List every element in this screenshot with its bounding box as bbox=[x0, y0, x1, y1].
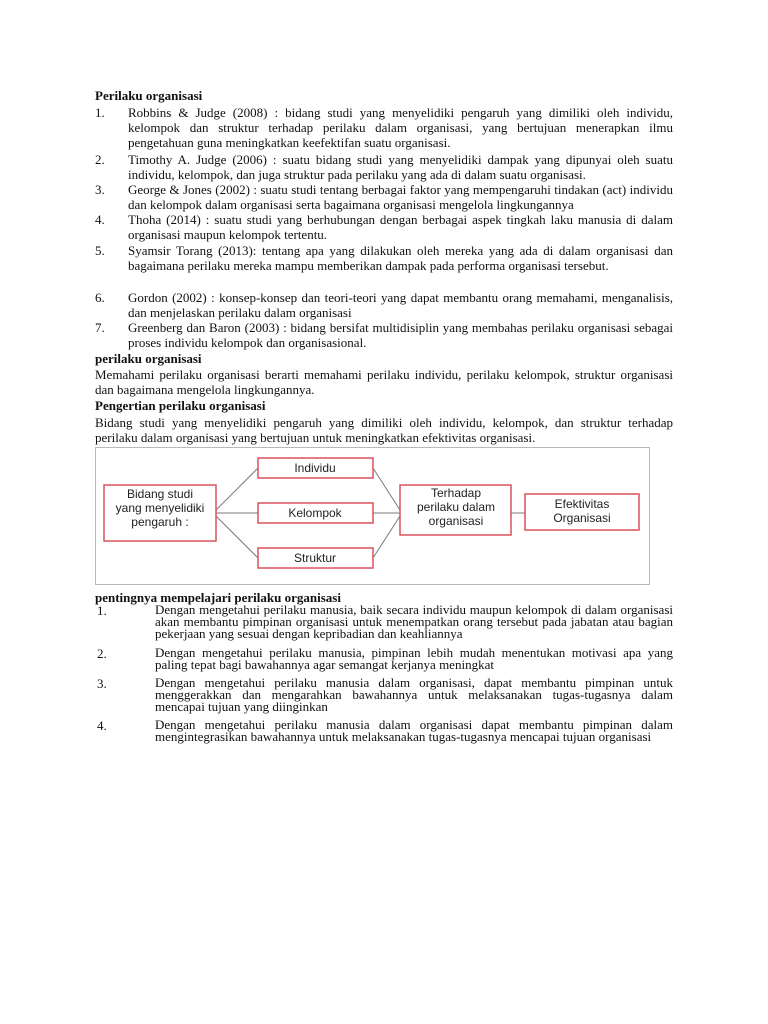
connector-line bbox=[373, 516, 400, 558]
definition-item: Gordon (2002) : konsep-konsep dan teori-teori yang dapat membantu orang memahami, menganalisis, dan menjelaskan perilaku dalam organisasi bbox=[128, 290, 673, 320]
target-box-line: organisasi bbox=[428, 514, 484, 528]
target-box-line: Terhadap bbox=[430, 486, 482, 500]
list-number: 4. bbox=[97, 718, 107, 733]
result-box-line: Organisasi bbox=[553, 511, 611, 525]
definition-item: Syamsir Torang (2013): tentang apa yang dilakukan oleh mereka yang ada di dalam organisasi dan bagaimana perilaku mereka mampu memberikan dampak pada performa organisasi tersebut. bbox=[128, 243, 673, 273]
section-heading-pengertian: Pengertian perilaku organisasi bbox=[95, 398, 266, 413]
list-number: 6. bbox=[95, 290, 105, 305]
section-heading-perilaku-organisasi-lower: perilaku organisasi bbox=[95, 351, 202, 366]
list-number: 3. bbox=[97, 676, 107, 691]
paragraph: Bidang studi yang menyelidiki pengaruh yang dimiliki oleh individu, kelompok, dan struktur terhadap perilaku dalam organisasi yang bertujuan untuk meningkatkan efektivitas organisasi. bbox=[95, 415, 673, 445]
connector-line bbox=[216, 516, 258, 558]
flow-diagram-svg bbox=[96, 448, 649, 584]
kelompok-label: Kelompok bbox=[288, 506, 342, 520]
individu-label: Individu bbox=[294, 461, 336, 475]
source-box-line: yang menyelidiki bbox=[115, 501, 205, 515]
source-box-line: Bidang studi bbox=[126, 487, 194, 501]
list-number: 1. bbox=[95, 105, 105, 120]
definition-item: Greenberg dan Baron (2003) : bidang bersifat multidisiplin yang membahas perilaku organisasi sebagai proses individu kelompok dan organisasional. bbox=[128, 320, 673, 350]
definition-item: Robbins & Judge (2008) : bidang studi yang menyelidiki pengaruh yang dimiliki oleh individu, kelompok dan struktur terhadap perilaku dalam organisasi, yang bertujuan menerapkan ilmu pengetahuan guna meningkatkan keefektifan suatu organisasi. bbox=[128, 105, 673, 150]
list-number: 5. bbox=[95, 243, 105, 258]
importance-item: Dengan mengetahui perilaku manusia dalam organisasi, dapat membantu pimpinan untuk menggerakkan dan mengarahkan bawahannya untuk melaksanakan tugas-tugasnya dalam mencapai tujuan yang diinginkan bbox=[155, 675, 673, 714]
importance-item: Dengan mengetahui perilaku manusia dalam organisasi dapat membantu pimpinan dalam mengintegrasikan bawahannya untuk melaksanakan tugas-tugasnya mencapai tujuan organisasi bbox=[155, 717, 673, 744]
list-number: 2. bbox=[97, 646, 107, 661]
source-box-line: pengaruh : bbox=[131, 515, 189, 529]
definition-item: Thoha (2014) : suatu studi yang berhubungan dengan berbagai aspek tingkah laku manusia di dalam organisasi maupun kelompok tertentu. bbox=[128, 212, 673, 242]
list-number: 3. bbox=[95, 182, 105, 197]
definition-item: George & Jones (2002) : suatu studi tentang berbagai faktor yang mempengaruhi tindakan (act) individu dan kelompok dalam organisasi serta bagaimana organisasi mengelola lingkungannya bbox=[128, 182, 673, 212]
list-number: 4. bbox=[95, 212, 105, 227]
paragraph: Memahami perilaku organisasi berarti memahami perilaku individu, perilaku kelompok, struktur organisasi dan bagaimana mengelola lingkungannya. bbox=[95, 367, 673, 397]
list-number: 2. bbox=[95, 152, 105, 167]
list-number: 7. bbox=[95, 320, 105, 335]
flow-diagram bbox=[95, 447, 650, 585]
struktur-label: Struktur bbox=[293, 551, 337, 565]
definition-item: Timothy A. Judge (2006) : suatu bidang studi yang menyelidiki dampak yang dipunyai oleh suatu individu, kelompok, dan juga struktur pada perilaku yang ada di dalam suatu organisasi. bbox=[128, 152, 673, 182]
connector-line bbox=[373, 468, 400, 510]
list-number: 1. bbox=[97, 603, 107, 618]
importance-item: Dengan mengetahui perilaku manusia, pimpinan lebih mudah menentukan motivasi apa yang paling tepat bagi bawahannya agar semangat kerjanya meningkat bbox=[155, 645, 673, 672]
connector-line bbox=[216, 468, 258, 510]
result-box-line: Efektivitas bbox=[554, 497, 610, 511]
importance-item: Dengan mengetahui perilaku manusia, baik secara individu maupun kelompok di dalam organisasi akan membantu pimpinan organisasi untuk menempatkan orang tersebut pada jabatan atau bagian pekerjaan yang sesuai dengan kepribadian dan keahliannya bbox=[155, 602, 673, 641]
section-heading-pentingnya: pentingnya mempelajari perilaku organisasi bbox=[95, 590, 341, 605]
target-box-line: perilaku dalam bbox=[416, 500, 496, 514]
section-heading-perilaku-organisasi: Perilaku organisasi bbox=[95, 88, 203, 103]
